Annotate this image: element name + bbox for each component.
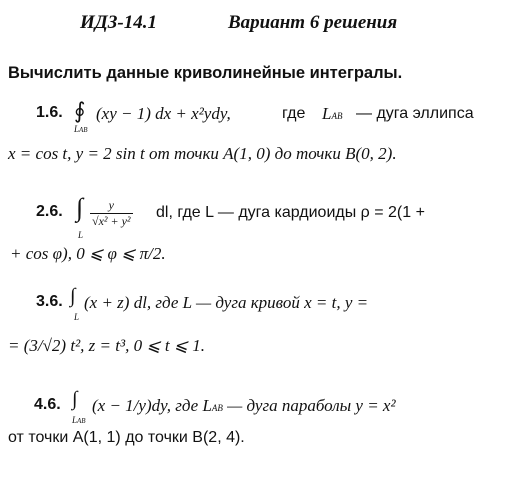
problem-2-fraction-denominator: √x² + y²	[92, 214, 131, 228]
problem-2-line-2: + cos φ), 0 ⩽ φ ⩽ π/2.	[10, 244, 166, 263]
problem-1-integrand: (xy − 1) dx + x²ydy,	[96, 104, 231, 123]
variant-title: Вариант 6 решения	[228, 12, 398, 33]
problem-2-fraction	[90, 198, 133, 229]
problem-1-number: 1.6.	[36, 104, 63, 121]
problem-3-integral-limit: L	[74, 312, 80, 322]
problem-4-integral-sign: ∫	[72, 388, 78, 410]
problem-1-integral-limit: LAB	[74, 124, 88, 134]
problem-2-integral-sign: ∫	[76, 193, 84, 222]
problem-4-number: 4.6.	[34, 396, 61, 413]
document-title: ИДЗ-14.1	[80, 12, 158, 33]
problem-2-number: 2.6.	[36, 203, 63, 220]
problem-4-line-1: (x − 1/y)dy, где LAB — дуга параболы y = x²	[92, 396, 396, 415]
problem-1-arc-desc: — дуга эллипса	[356, 105, 474, 122]
problem-4-line-2: от точки A(1, 1) до точки B(2, 4).	[8, 429, 245, 446]
problem-4-integral-limit: LAB	[72, 415, 86, 425]
problem-3-line-1: (x + z) dl, где L — дуга кривой x = t, y =	[84, 293, 369, 312]
problem-3-integral-sign: ∫	[70, 285, 76, 307]
problem-1-arc-label: LAB	[322, 104, 343, 123]
task-heading: Вычислить данные криволинейные интегралы.	[8, 64, 403, 82]
problem-3-number: 3.6.	[36, 293, 63, 310]
problem-1-line-2: x = cos t, y = 2 sin t от точки A(1, 0) до точки B(0, 2).	[8, 144, 397, 163]
problem-1-integral-sign: ∮	[74, 98, 86, 123]
problem-2-line-1: dl, где L — дуга кардиоиды ρ = 2(1 +	[156, 204, 425, 221]
problem-1-where: где	[282, 105, 306, 122]
problem-2-integral-limit: L	[78, 230, 84, 240]
problem-3-line-2: = (3/√2) t², z = t³, 0 ⩽ t ⩽ 1.	[8, 336, 206, 355]
problem-2-fraction-numerator: y	[90, 198, 133, 214]
